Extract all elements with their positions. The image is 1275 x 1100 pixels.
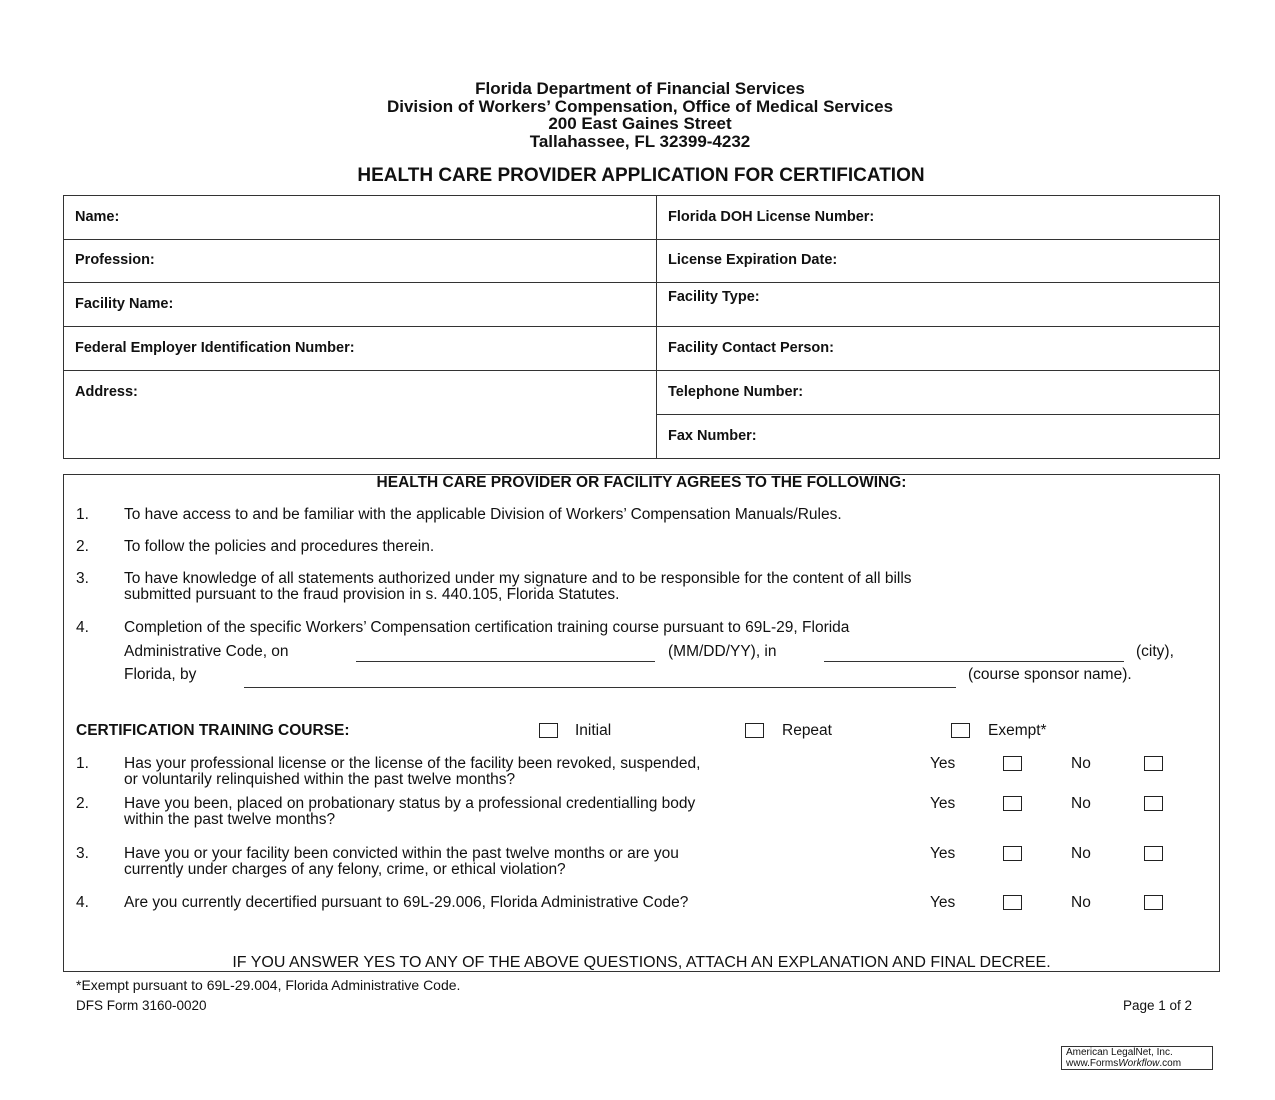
license-expiration-field[interactable]: License Expiration Date:: [668, 252, 838, 268]
stamp-url-suffix: .com: [1159, 1057, 1182, 1069]
city-line[interactable]: [824, 661, 1124, 662]
yes-label: Yes: [930, 795, 956, 812]
question-text: Are you currently decertified pursuant to 69L-29.006, Florida Administrative Code?: [124, 894, 689, 911]
stamp-url: [1066, 1059, 1208, 1070]
question-text: or voluntarily relinquished within the past twelve months?: [124, 771, 516, 788]
license-number-field[interactable]: Florida DOH License Number:: [668, 209, 875, 225]
stamp-url-prefix: www.Forms: [1066, 1057, 1119, 1069]
no-label: No: [1071, 755, 1091, 772]
address-field[interactable]: Address:: [75, 384, 138, 400]
question-text: currently under charges of any felony, crime, or ethical violation?: [124, 861, 566, 878]
fein-field[interactable]: Federal Employer Identification Number:: [75, 340, 355, 356]
question-yes-checkbox[interactable]: [1003, 895, 1022, 910]
agreement-heading: HEALTH CARE PROVIDER OR FACILITY AGREES TO THE FOLLOWING:: [376, 474, 907, 491]
page-number: Page 1 of 2: [1123, 998, 1193, 1013]
question-text: Have you been, placed on probationary status by a professional credentialling body: [124, 795, 696, 812]
agreement-item-text: To have knowledge of all statements authorized under my signature and to be responsible for the content of all bills: [124, 570, 912, 587]
header-line-street: 200 East Gaines Street: [548, 114, 732, 133]
header-line-department: Florida Department of Financial Services: [475, 79, 805, 98]
question-no-checkbox[interactable]: [1144, 846, 1163, 861]
agreement-number: 2.: [76, 538, 89, 555]
yes-label: Yes: [930, 845, 956, 862]
agreement-item-text: Completion of the specific Workers’ Compensation certification training course pursuant to 69L-29, Florida: [124, 619, 850, 636]
header-line-division: Division of Workers’ Compensation, Office of Medical Services: [386, 97, 894, 116]
city-label: (city),: [1136, 643, 1174, 660]
yes-label: Yes: [930, 894, 956, 911]
table-row-line: [656, 414, 1220, 415]
question-number: 2.: [76, 795, 89, 812]
exempt-checkbox[interactable]: [951, 723, 970, 738]
agreement-item-text: Administrative Code, on: [124, 643, 289, 660]
initial-checkbox[interactable]: [539, 723, 558, 738]
date-format-label: (MM/DD/YY), in: [668, 643, 777, 660]
agreement-number: 4.: [76, 619, 89, 636]
table-row-line: [63, 370, 1220, 371]
question-text: Has your professional license or the license of the facility been revoked, suspended,: [124, 755, 701, 772]
course-sponsor-label: (course sponsor name).: [968, 666, 1132, 683]
table-row-line: [63, 282, 1220, 283]
question-text: within the past twelve months?: [124, 811, 336, 828]
table-row-line: [63, 239, 1220, 240]
question-number: 3.: [76, 845, 89, 862]
question-yes-checkbox[interactable]: [1003, 796, 1022, 811]
question-text: Have you or your facility been convicted within the past twelve months or are you: [124, 845, 679, 862]
question-number: 4.: [76, 894, 89, 911]
table-divider: [656, 195, 657, 459]
form-title: HEALTH CARE PROVIDER APPLICATION FOR CERTIFICATION: [357, 165, 925, 186]
course-option: Exempt*: [988, 722, 1047, 739]
question-number: 1.: [76, 755, 89, 772]
agreement-number: 3.: [76, 570, 89, 587]
question-no-checkbox[interactable]: [1144, 796, 1163, 811]
no-label: No: [1071, 845, 1091, 862]
completion-date-line[interactable]: [356, 661, 655, 662]
course-label: CERTIFICATION TRAINING COURSE:: [76, 722, 350, 739]
telephone-field[interactable]: Telephone Number:: [668, 384, 804, 400]
no-label: No: [1071, 894, 1091, 911]
provider-info-table: [63, 195, 1220, 459]
question-yes-checkbox[interactable]: [1003, 756, 1022, 771]
agreement-item-text: To follow the policies and procedures therein.: [124, 538, 435, 555]
question-yes-checkbox[interactable]: [1003, 846, 1022, 861]
agreement-number: 1.: [76, 506, 89, 523]
repeat-checkbox[interactable]: [745, 723, 764, 738]
header-line-city: Tallahassee, FL 32399-4232: [529, 132, 751, 151]
question-no-checkbox[interactable]: [1144, 756, 1163, 771]
agreement-item-text: To have access to and be familiar with the applicable Division of Workers’ Compensation Manuals/Rules.: [124, 506, 842, 523]
fax-field[interactable]: Fax Number:: [668, 428, 757, 444]
yes-answer-notice: IF YOU ANSWER YES TO ANY OF THE ABOVE QUESTIONS, ATTACH AN EXPLANATION AND FINAL DECREE.: [232, 954, 1051, 971]
form-number: DFS Form 3160-0020: [76, 998, 207, 1013]
facility-type-field[interactable]: Facility Type:: [668, 289, 760, 305]
facility-name-field[interactable]: Facility Name:: [75, 296, 174, 312]
question-no-checkbox[interactable]: [1144, 895, 1163, 910]
name-field[interactable]: Name:: [75, 209, 120, 225]
exempt-footnote: *Exempt pursuant to 69L-29.004, Florida Administrative Code.: [76, 977, 461, 993]
course-sponsor-line[interactable]: [244, 687, 956, 688]
agreement-item-text: Florida, by: [124, 666, 197, 683]
course-option: Initial: [575, 722, 612, 739]
publisher-stamp: [1061, 1046, 1213, 1070]
profession-field[interactable]: Profession:: [75, 252, 155, 268]
course-option: Repeat: [782, 722, 832, 739]
stamp-url-italic: Workflow: [1118, 1057, 1160, 1069]
agreement-item-text: submitted pursuant to the fraud provision in s. 440.105, Florida Statutes.: [124, 586, 620, 603]
table-row-line: [63, 326, 1220, 327]
contact-person-field[interactable]: Facility Contact Person:: [668, 340, 834, 356]
yes-label: Yes: [930, 755, 956, 772]
stamp-company: American LegalNet, Inc.: [1066, 1047, 1173, 1058]
no-label: No: [1071, 795, 1091, 812]
